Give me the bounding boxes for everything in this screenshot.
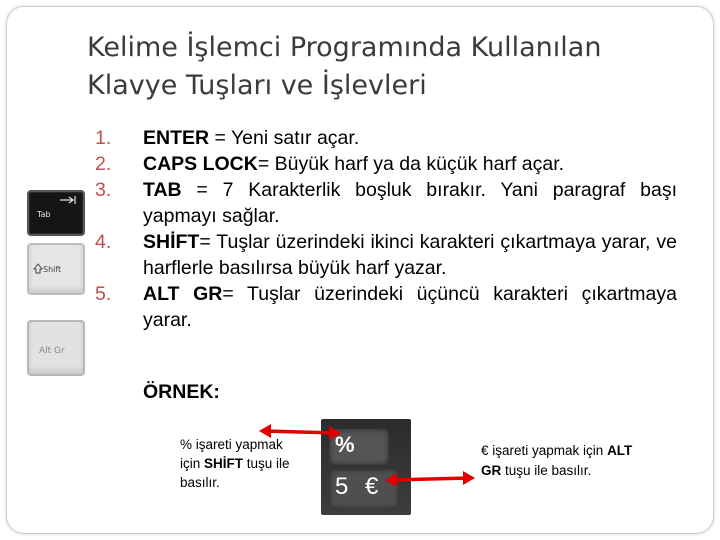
euro-note-tail: tuşu ile basılır.	[501, 463, 592, 478]
arrow-layer	[7, 7, 713, 533]
percent-glyph: %	[335, 432, 355, 457]
title-line-1: Kelime İşlemci Programında Kullanılan	[87, 32, 602, 63]
shift-key-label: Shift	[43, 265, 62, 274]
euro-note-text: € işareti yapmak için	[481, 443, 608, 458]
key-name: ENTER	[143, 127, 210, 149]
percent-note-text: % işareti yapmak için	[180, 437, 283, 471]
euro-glyph: €	[365, 473, 379, 500]
title-line-2: Klavye Tuşları ve İşlevleri	[87, 70, 427, 101]
key-description: = Büyük harf ya da küçük harf açar.	[257, 153, 565, 175]
list-number: 4.	[95, 231, 112, 253]
left-double-arrow-icon	[259, 424, 341, 440]
key-description: = 7 Karakterlik boşluk bırakır. Yani paragraf başı yapmayı sağlar.	[143, 179, 677, 227]
key-name: SHİFT	[143, 231, 200, 253]
key-description: = Tuşlar üzerindeki ikinci karakteri çıkartmaya yarar, ve harflerle basılırsa büyük harf yazar.	[143, 231, 677, 279]
key-name: ALT GR	[143, 283, 223, 305]
list-number: 1.	[95, 127, 112, 149]
percent-note-tail: tuşu ile basılır.	[180, 456, 290, 490]
list-number: 5.	[95, 283, 112, 305]
list-number: 3.	[95, 179, 112, 201]
key-name: CAPS LOCK	[143, 153, 258, 175]
euro-note-key: ALT GR	[481, 443, 633, 478]
five-glyph: 5	[335, 473, 349, 500]
tab-key-label: Tab	[37, 210, 51, 219]
percent-note-key: SHİFT	[204, 456, 244, 471]
list-number: 2.	[95, 153, 112, 175]
altgr-key-label: Alt Gr	[39, 346, 65, 356]
key-description: = Yeni satır açar.	[209, 127, 360, 149]
right-double-arrow-icon	[385, 471, 475, 487]
key-description: = Tuşlar üzerindeki üçüncü karakteri çıkartmaya yarar.	[143, 283, 677, 331]
slide-frame	[6, 6, 714, 534]
key-name: TAB	[143, 179, 182, 201]
example-label: ÖRNEK:	[143, 381, 220, 403]
